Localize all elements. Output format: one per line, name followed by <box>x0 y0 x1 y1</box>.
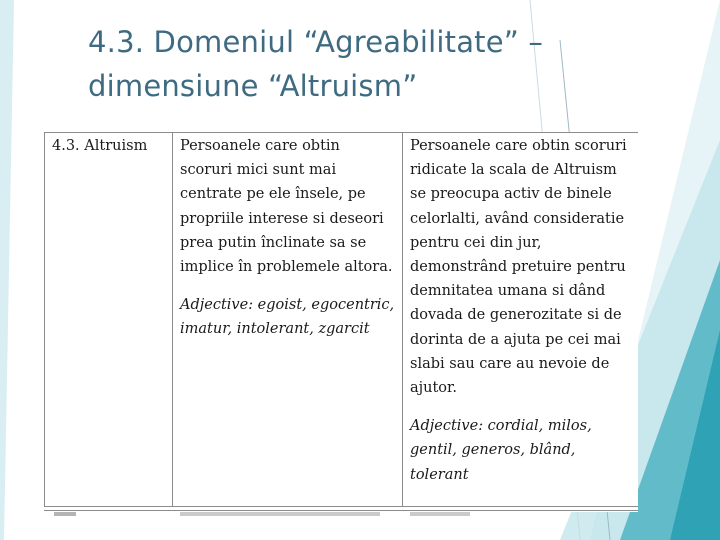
trait-table-image <box>44 132 638 512</box>
trait-table <box>44 132 638 507</box>
low-score-description: Persoanele care obtin scoruri mici sunt mai centrate pe ele însele, pe propriile interese si deseori prea putin înclinate sa se implice în problemele altora. <box>180 138 393 276</box>
title-line-1: 4.3. Domeniul “Agreabilitate” – <box>88 25 544 59</box>
table-bottom-edge <box>44 510 638 516</box>
low-score-adjectives: Adjective: egoist, egocentric, imatur, intolerant, zgarcit <box>180 297 395 338</box>
high-score-cell <box>403 133 639 507</box>
title-line-2: dimensiune “Altruism” <box>88 69 418 103</box>
table-row-altruism <box>45 133 639 507</box>
high-score-adjectives: Adjective: cordial, milos, gentil, generos, blând, tolerant <box>410 418 592 483</box>
trait-label-cell <box>45 133 173 507</box>
low-score-cell <box>173 133 403 507</box>
left-decoration <box>0 0 20 540</box>
trait-label: 4.3. Altruism <box>52 138 148 154</box>
slide-title <box>88 20 608 108</box>
high-score-description: Persoanele care obtin scoruri ridicate la scala de Altruism se preocupa activ de binele celorlalti, având consideratie pentru cei din jur, demonstrând pretuire pentru demnitatea umana si dând dovada de generozitate si de dorinta de a ajuta pe cei mai slabi sau care au nevoie de ajutor. <box>410 138 627 397</box>
